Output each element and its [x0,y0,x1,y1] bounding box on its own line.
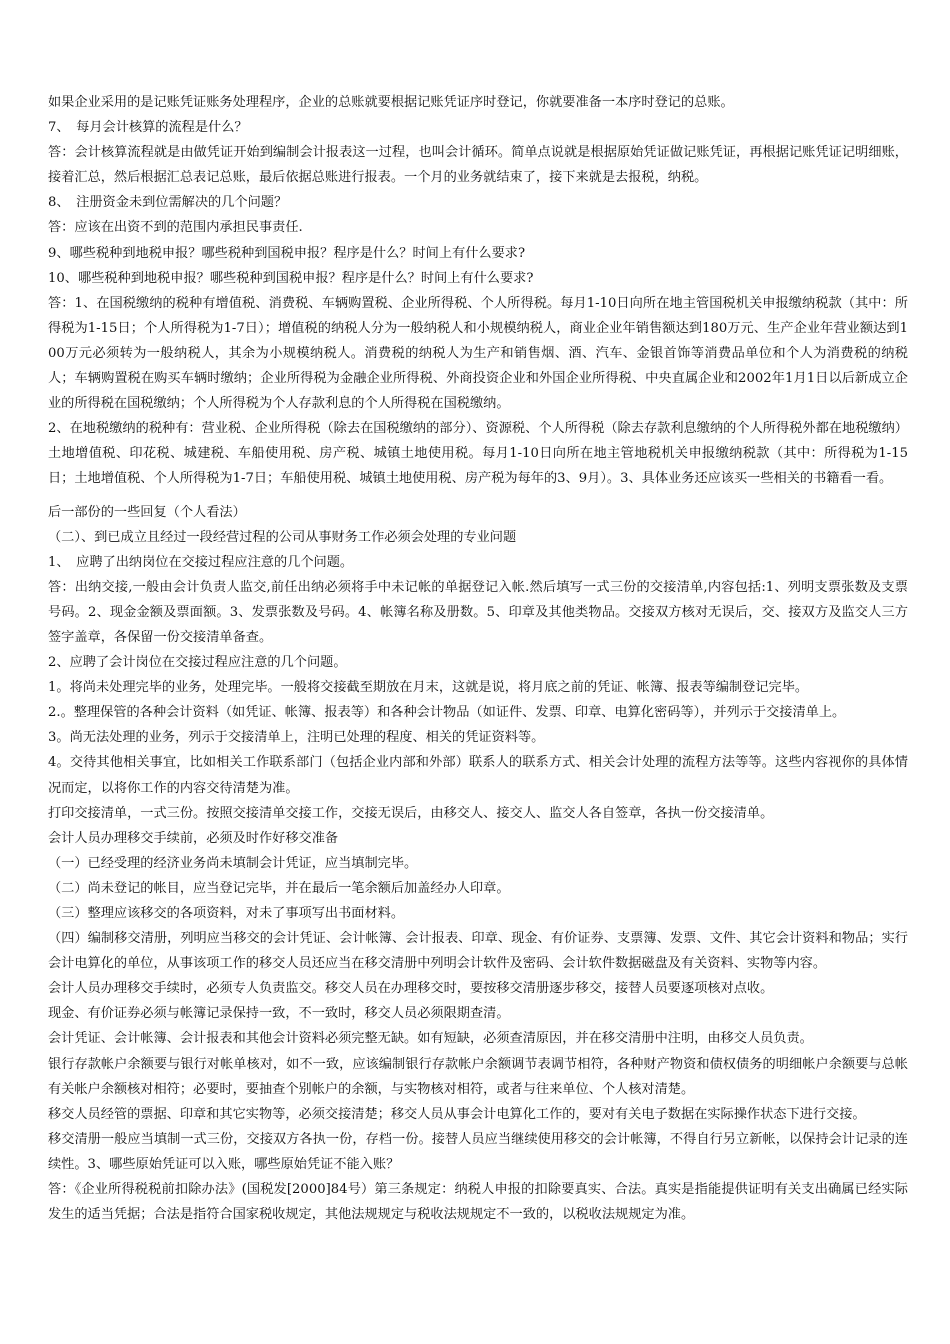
paragraph: 打印交接清单，一式三份。按照交接清单交接工作，交接无误后，由移交人、接交人、监交人各自签章，各执一份交接清单。 [48,805,774,821]
answer-paragraph: 2、在地税缴纳的税种有：营业税、企业所得税（除去在国税缴纳的部分）、资源税、个人所得税（除去存款利息缴纳的个人所得税外都在地税缴纳）土地增值税、印花税、城建税、车船使用税、房产税、城镇土地使用税。每月1-10日向所在地主管地税机关申报缴纳税款（其中：所得税为1-15日；土地增值税、个人所得税为1-7日；车船使用税、城镇土地使用税、房产税为每年的3、9月）。3、具体业务还应该买一些相关的书籍看一看。 [48,421,908,487]
answer-paragraph: 答：会计核算流程就是由做凭证开始到编制会计报表这一过程，也叫会计循环。简单点说就是根据原始凭证做记账凭证，再根据记账凭证记明细账，接着汇总，然后根据汇总表记总账，最后依据总账进行报表。一个月的业务就结束了，接下来就是去报税，纳税。 [48,145,908,186]
section-heading: （二）、到已成立且经过一段经营过程的公司从事财务工作必须会处理的专业问题 [48,529,517,545]
answer-paragraph: 答：1、在国税缴纳的税种有增值税、消费税、车辆购置税、企业所得税、个人所得税。每月1-10日向所在地主管国税机关申报缴纳税款（其中：所得税为1-15日；个人所得税为1-7日）；增值税的纳税人分为一般纳税人和小规模纳税人，商业企业年销售额达到180万元、生产企业年营业额达到100万元必须转为一般纳税人，其余为小规模纳税人。消费税的纳税人为生产和销售烟、酒、汽车、金银首饰等消费品单位和个人为消费税的纳税人；车辆购置税在购买车辆时缴纳；企业所得税为金融企业所得税、外商投资企业和外国企业所得税、中央直属企业和2002年1月1日以后新成立企业的所得税在国税缴纳；个人所得税为个人存款利息的个人所得税在国税缴纳。 [48,295,908,412]
document-page [48,90,908,1227]
question-heading: 9、哪些税种到地税申报？哪些税种到国税申报？程序是什么？时间上有什么要求? [48,245,526,261]
question-heading: 2、应聘了会计岗位在交接过程应注意的几个问题。 [48,655,347,671]
paragraph: 会计人员办理移交手续前，必须及时作好移交准备 [48,830,339,846]
question-heading: 8、 注册资金未到位需解决的几个问题？ [48,195,288,211]
question-heading: 1、 应聘了出纳岗位在交接过程应注意的几个问题。 [48,554,354,570]
question-heading: 7、 每月会计核算的流程是什么？ [48,120,248,136]
paragraph: 现金、有价证券必须与帐簿记录保持一致，不一致时，移交人员必须限期查清。 [48,1006,510,1022]
paragraph: 银行存款帐户余额要与银行对帐单核对，如不一致，应该编制银行存款帐户余额调节表调节相符，各种财产物资和债权债务的明细帐户余额要与总帐有关帐户余额核对相符；必要时，要抽查个别帐户的余额，与实物核对相符，或者与往来单位、个人核对清楚。 [48,1056,908,1097]
section-heading: 后一部份的一些回复（个人看法） [48,504,246,520]
list-item: （四）编制移交清册，列明应当移交的会计凭证、会计帐簿、会计报表、印章、现金、有价证券、支票簿、发票、文件、其它会计资料和物品；实行会计电算化的单位，从事该项工作的移交人员还应当在移交清册中列明会计软件及密码、会计软件数据磁盘及有关资料、实物等内容。 [48,931,908,972]
list-item: 2.。整理保管的各种会计资料（如凭证、帐簿、报表等）和各种会计物品（如证件、发票、印章、电算化密码等），并列示于交接清单上。 [48,705,846,721]
paragraph: 移交人员经管的票据、印章和其它实物等，必须交接清楚；移交人员从事会计电算化工作的，要对有关电子数据在实际操作状态下进行交接。 [48,1106,866,1122]
paragraph: 如果企业采用的是记账凭证账务处理程序，企业的总账就要根据记账凭证序时登记，你就要准备一本序时登记的总账。 [48,95,734,110]
list-item: 4。交待其他相关事宜，比如相关工作联系部门（包括企业内部和外部）联系人的联系方式、相关会计处理的流程方法等等。这些内容视你的具体情况而定，以将你工作的内容交待清楚为准。 [48,755,908,796]
answer-paragraph: 答：《企业所得税税前扣除办法》(国税发[2000]84号）第三条规定：纳税人申报的扣除要真实、合法。真实是指能提供证明有关支出确属已经实际发生的适当凭据；合法是指符合国家税收规定，其他法规规定与税收法规规定不一致的，以税收法规规定为准。 [48,1182,908,1223]
answer-paragraph: 答：应该在出资不到的范围内承担民事责任. [48,220,303,236]
list-item: 3。尚无法处理的业务，列示于交接清单上，注明已处理的程度、相关的凭证资料等。 [48,730,545,746]
list-item: （三）整理应该移交的各项资料，对未了事项写出书面材料。 [48,906,405,921]
list-item: （一）已经受理的经济业务尚未填制会计凭证，应当填制完毕。 [48,855,418,871]
paragraph: 移交清册一般应当填制一式三份，交接双方各执一份，存档一份。接替人员应当继续使用移交的会计帐簿，不得自行另立新帐，以保持会计记录的连续性。3、哪些原始凭证可以入账，哪些原始凭证不能入账？ [48,1131,908,1172]
question-heading: 10、哪些税种到地税申报？哪些税种到国税申报？程序是什么？时间上有什么要求? [48,270,534,286]
list-item: （二）尚未登记的帐目，应当登记完毕，并在最后一笔余额后加盖经办人印章。 [48,880,510,896]
answer-paragraph: 答：出纳交接,一般由会计负责人监交,前任出纳必须将手中未记帐的单据登记入帐.然后填写一式三份的交接清单,内容包括:1、列明支票张数及支票号码。2、现金金额及票面额。3、发票张数及号码。4、帐簿名称及册数。5、印章及其他类物品。交接双方核对无误后，交、接双方及监交人三方签字盖章，各保留一份交接清单备查。 [48,579,908,645]
paragraph: 会计凭证、会计帐簿、会计报表和其他会计资料必须完整无缺。如有短缺，必须查清原因，并在移交清册中注明，由移交人员负责。 [48,1031,813,1047]
paragraph: 会计人员办理移交手续时，必须专人负责监交。移交人员在办理移交时，要按移交清册逐步移交，接替人员要逐项核对点收。 [48,981,774,997]
spacer [48,492,908,500]
list-item: 1。将尚未处理完毕的业务，处理完毕。一般将交接截至期放在月末，这就是说，将月底之前的凭证、帐簿、报表等编制登记完毕。 [48,680,809,696]
